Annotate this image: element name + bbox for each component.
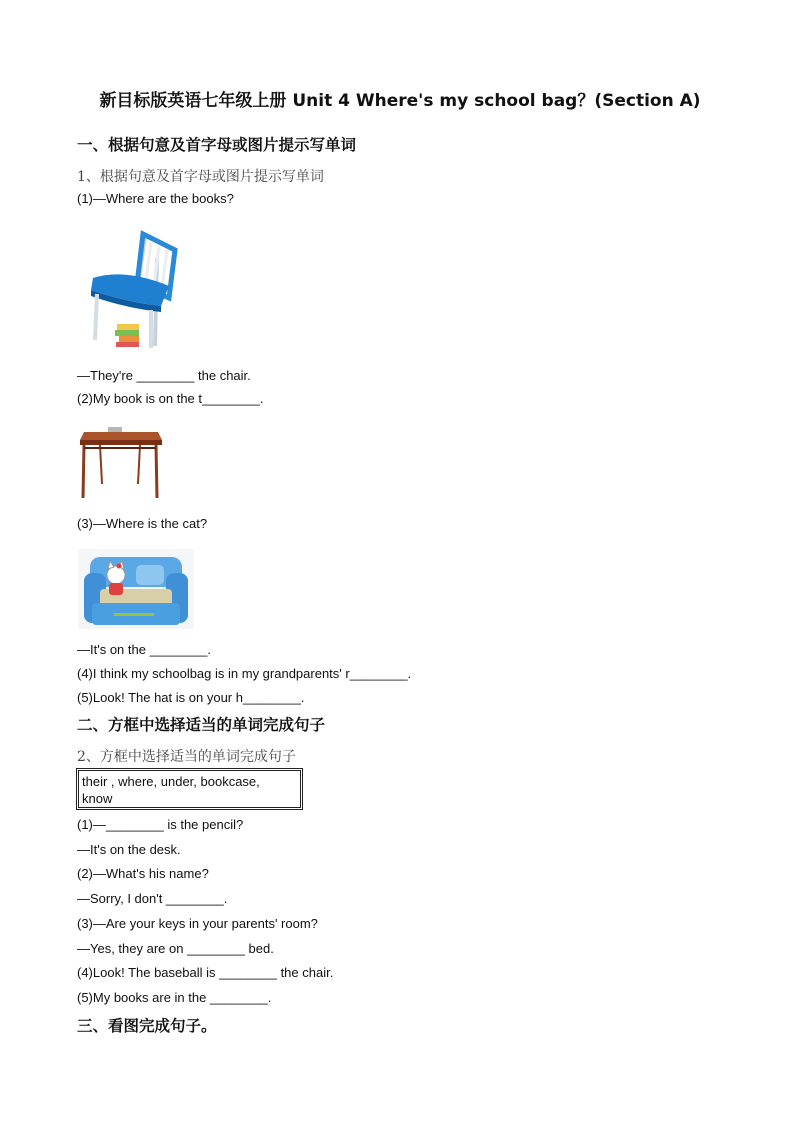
question-heading-2: 2、方框中选择适当的单词完成句子 bbox=[77, 749, 296, 765]
question-line: —It's on the desk. bbox=[77, 842, 181, 857]
question-line: (1)—Where are the books? bbox=[77, 191, 234, 206]
page-title: 新目标版英语七年级上册 Unit 4 Where's my school bag？(Section A) bbox=[99, 91, 701, 111]
question-heading-1: 1、根据句意及首字母或图片提示写单词 bbox=[77, 169, 324, 185]
question-line: (5)Look! The hat is on your h________. bbox=[77, 690, 305, 705]
question-line: (4)I think my schoolbag is in my grandparents' r________. bbox=[77, 666, 412, 681]
word-box: their , where, under, bookcase, know bbox=[76, 768, 303, 810]
question-line: —Sorry, I don't ________. bbox=[77, 891, 228, 906]
chair-with-books-icon bbox=[85, 228, 185, 350]
table-icon bbox=[78, 426, 164, 502]
section-heading-2: 二、方框中选择适当的单词完成句子 bbox=[77, 716, 326, 734]
question-line: (1)—________ is the pencil? bbox=[77, 817, 244, 832]
question-line: (4)Look! The baseball is ________ the chair. bbox=[77, 965, 334, 980]
question-line: (5)My books are in the ________. bbox=[77, 990, 272, 1005]
section-heading-3: 三、看图完成句子。 bbox=[77, 1017, 217, 1035]
question-line: —It's on the ________. bbox=[77, 642, 212, 657]
question-line: (3)—Are your keys in your parents' room? bbox=[77, 916, 318, 931]
section-heading-1: 一、根据句意及首字母或图片提示写单词 bbox=[77, 136, 357, 154]
question-line: (2)—What's his name? bbox=[77, 866, 209, 881]
question-line: —Yes, they are on ________ bed. bbox=[77, 941, 274, 956]
question-line: (2)My book is on the t________. bbox=[77, 391, 264, 406]
sofa-with-cat-icon bbox=[78, 549, 194, 629]
question-line: (3)—Where is the cat? bbox=[77, 516, 208, 531]
question-line: —They're ________ the chair. bbox=[77, 368, 251, 383]
